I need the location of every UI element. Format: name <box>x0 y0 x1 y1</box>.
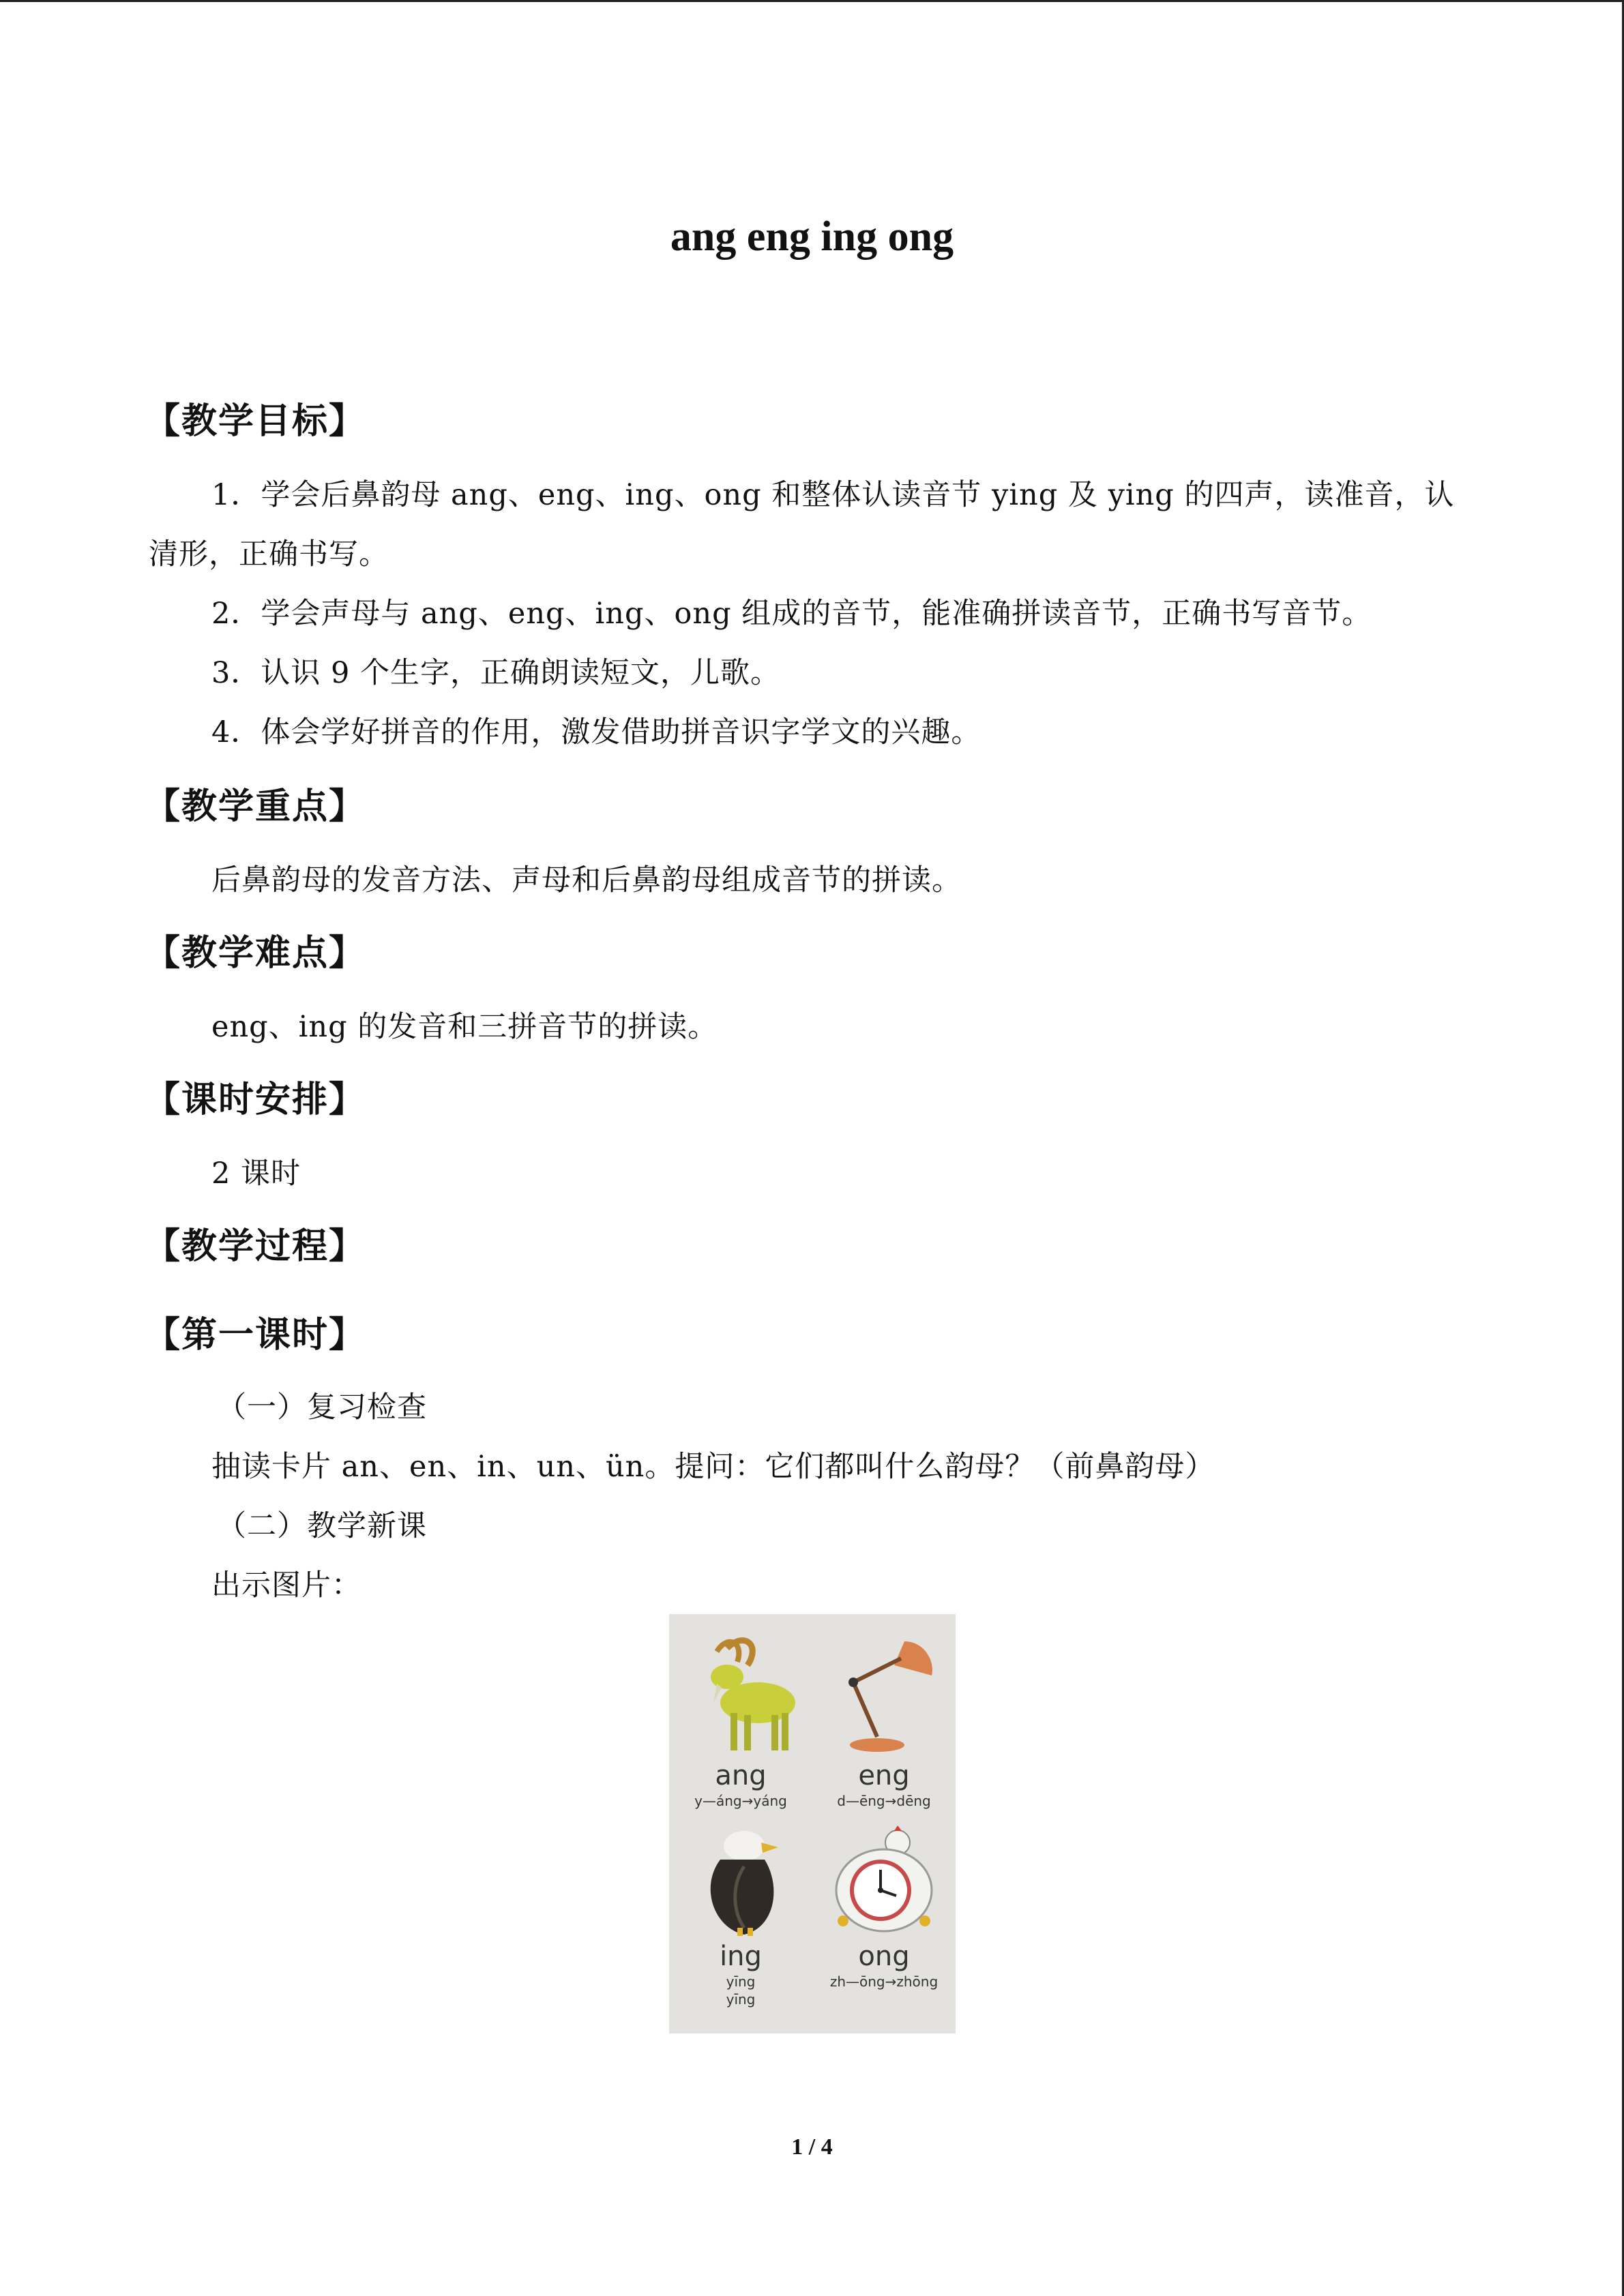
heading-first-lesson: 【第一课时】 <box>145 1315 366 1356</box>
goal-item-4: 4．体会学好拼音的作用，激发借助拼音识字学文的兴趣。 <box>211 715 981 749</box>
figure-label-ong: ong <box>858 1941 910 1972</box>
figure-sub-eng: d—ēng→dēng <box>837 1793 931 1809</box>
show-picture-text: 出示图片： <box>211 1568 361 1602</box>
heading-key-points: 【教学重点】 <box>145 786 366 827</box>
figure-label-eng: eng <box>858 1760 910 1791</box>
goal-item-1-line-2: 清形，正确书写。 <box>149 537 389 571</box>
figure-cell-ang <box>669 1635 812 1809</box>
pinyin-picture <box>669 1614 956 2033</box>
page-title: ang eng ing ong <box>670 213 954 260</box>
goal-item-3: 3．认识 9 个生字，正确朗读短文，儿歌。 <box>211 656 781 690</box>
heading-difficulties: 【教学难点】 <box>145 933 366 974</box>
figure-sub-ong: zh—ōng→zhōng <box>829 1973 939 1990</box>
figure-sub-ing: yīng <box>726 1973 756 1990</box>
key-points-text: 后鼻韵母的发音方法、声母和后鼻韵母组成音节的拼读。 <box>211 863 962 897</box>
difficulties-text: eng、ing 的发音和三拼音节的拼读。 <box>211 1010 718 1044</box>
heading-teaching-goals: 【教学目标】 <box>145 401 366 442</box>
figure-cell-ing <box>669 1825 812 2008</box>
step-new-lesson-heading: （二）教学新课 <box>217 1509 427 1543</box>
clock-icon <box>823 1825 945 1938</box>
step-review-text: 抽读卡片 an、en、in、un、ün。提问：它们都叫什么韵母？（前鼻韵母） <box>211 1450 1215 1484</box>
lamp-icon <box>823 1635 945 1757</box>
figure-sub2-ing: yīng <box>726 1991 756 2008</box>
goal-item-2: 2．学会声母与 ang、eng、ing、ong 组成的音节，能准确拼读音节，正确书写音节。 <box>211 597 1372 631</box>
step-review-heading: （一）复习检查 <box>217 1390 427 1425</box>
goat-icon <box>679 1635 802 1757</box>
figure-label-ang: ang <box>715 1760 767 1791</box>
figure-cell-ong <box>812 1825 956 1990</box>
heading-teaching-process: 【教学过程】 <box>145 1226 366 1267</box>
page-number: 1 / 4 <box>791 2134 833 2160</box>
schedule-text: 2 课时 <box>211 1157 301 1191</box>
heading-schedule: 【课时安排】 <box>145 1079 366 1120</box>
goal-item-1-line-1: 1．学会后鼻韵母 ang、eng、ing、ong 和整体认读音节 ying 及 ying 的四声，读准音，认 <box>211 478 1455 512</box>
figure-sub-ang: y—áng→yáng <box>694 1793 787 1809</box>
figure-cell-eng <box>812 1635 956 1809</box>
figure-label-ing: ing <box>720 1941 762 1972</box>
page-border-top <box>0 0 1624 2</box>
eagle-icon <box>679 1825 802 1938</box>
